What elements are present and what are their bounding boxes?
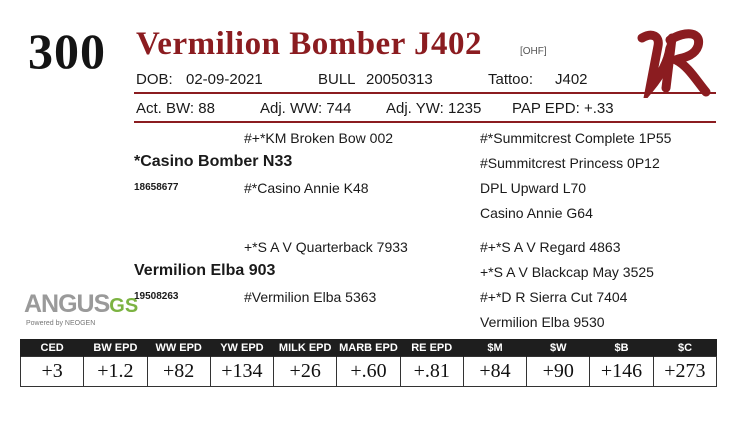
epd-value: +146 [590, 357, 653, 387]
epd-header: $B [590, 339, 653, 357]
epd-header-row [21, 339, 717, 357]
pedigree-dss: #+*S A V Regard 4863 [480, 239, 621, 255]
epd-header: WW EPD [147, 339, 210, 357]
pedigree-ssd: #Summitcrest Princess 0P12 [480, 155, 660, 171]
ohf-tag: [OHF] [520, 46, 547, 57]
pedigree-dds: #+*D R Sierra Cut 7404 [480, 289, 628, 305]
epd-value: +26 [274, 357, 337, 387]
epd-header: BW EPD [84, 339, 147, 357]
pap-epd: PAP EPD: +.33 [512, 100, 614, 117]
pedigree-sdd: Casino Annie G64 [480, 205, 593, 221]
tattoo-value: J402 [555, 71, 588, 88]
tattoo-label: Tattoo: [488, 71, 534, 88]
header-divider [134, 92, 716, 94]
pedigree-dsd: +*S A V Blackcap May 3525 [480, 264, 654, 280]
lot-number: 300 [28, 23, 106, 79]
sex-label: BULL [318, 71, 356, 88]
pedigree-ddd: Vermilion Elba 9530 [480, 314, 605, 330]
pedigree-dam: Vermilion Elba 903 [134, 262, 276, 279]
dob-label: DOB: [136, 71, 173, 88]
adjusted-yw: Adj. YW: 1235 [386, 100, 482, 117]
actual-bw: Act. BW: 88 [136, 100, 215, 117]
dob-value: 02-09-2021 [186, 71, 263, 88]
stats-divider [134, 121, 716, 123]
epd-header: $M [463, 339, 526, 357]
epd-header: RE EPD [400, 339, 463, 357]
angus-logo-gs: GS [109, 295, 139, 317]
epd-header: MARB EPD [337, 339, 400, 357]
animal-name: Vermilion Bomber J402 [136, 26, 482, 62]
epd-header: CED [21, 339, 84, 357]
epd-value: +82 [147, 357, 210, 387]
epd-header: YW EPD [210, 339, 273, 357]
angus-gs-logo [24, 290, 139, 327]
pedigree-dam-dam: #Vermilion Elba 5363 [244, 289, 377, 305]
pedigree-sss: #*Summitcrest Complete 1P55 [480, 130, 672, 146]
epd-value: +1.2 [84, 357, 147, 387]
epd-value: +.81 [400, 357, 463, 387]
angus-logo-powered: Powered by NEOGEN [26, 320, 96, 327]
angus-logo-word: ANGUS [24, 290, 110, 318]
pedigree-dam-sire: +*S A V Quarterback 7933 [244, 239, 408, 255]
epd-value: +84 [463, 357, 526, 387]
epd-value: +3 [21, 357, 84, 387]
epd-value: +.60 [337, 357, 400, 387]
pedigree-sire: *Casino Bomber N33 [134, 153, 293, 170]
epd-header: $W [527, 339, 590, 357]
epd-header: MILK EPD [274, 339, 337, 357]
epd-table [20, 339, 717, 387]
epd-value: +273 [653, 357, 716, 387]
adjusted-ww: Adj. WW: 744 [260, 100, 352, 117]
sire-registration: 18658677 [134, 182, 179, 193]
epd-value: +134 [210, 357, 273, 387]
dam-registration: 19508263 [134, 291, 179, 302]
registration-number: 20050313 [366, 71, 433, 88]
pedigree-sire-sire: #+*KM Broken Bow 002 [244, 130, 394, 146]
epd-value-row [21, 357, 717, 387]
vermilion-brand-logo [636, 18, 716, 103]
pedigree-sds: DPL Upward L70 [480, 180, 587, 196]
pedigree-sire-dam: #*Casino Annie K48 [244, 180, 369, 196]
epd-header: $C [653, 339, 716, 357]
epd-value: +90 [527, 357, 590, 387]
